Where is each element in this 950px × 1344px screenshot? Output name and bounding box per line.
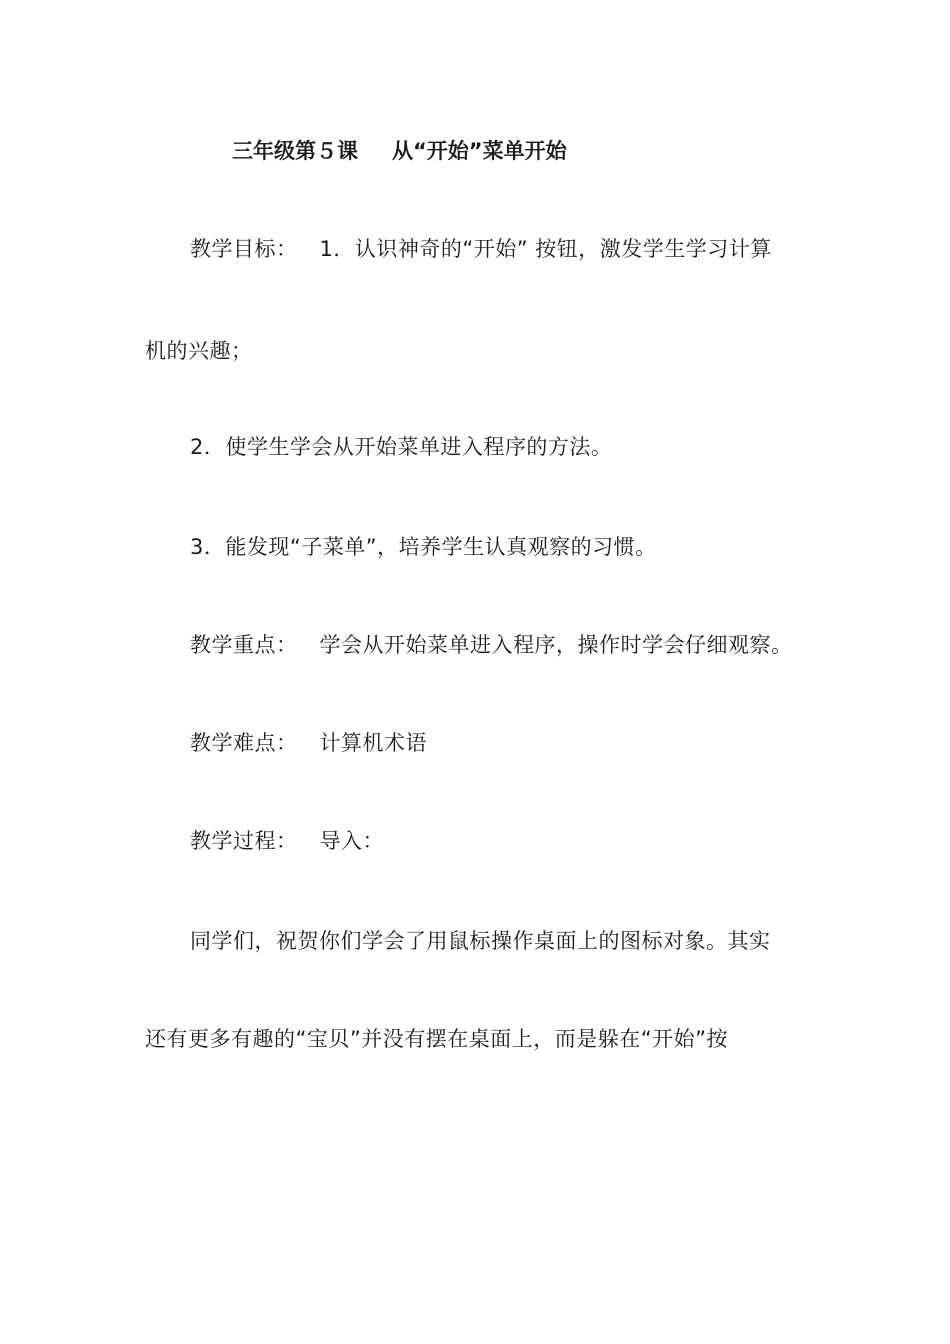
objectives-label: 教学目标： [190,237,298,261]
difficulty-text: 计算机术语 [319,731,427,755]
intro-line-2: 还有更多有趣的“宝贝”并没有摆在桌面上，而是躲在“开始”按 [145,1027,729,1051]
lesson-title-name: 从“开始”菜单开始 [392,139,567,163]
objectives-paragraph [190,234,772,264]
difficulty-paragraph [190,728,427,758]
lesson-title-number: 三年级第５课 [232,139,358,163]
process-text: 导入： [319,829,384,853]
objectives-line-1: 1．认识神奇的“开始” 按钮，激发学生学习计算 [319,237,772,261]
objective-3: 3．能发现“子菜单”，培养学生认真观察的习惯。 [190,535,657,559]
difficulty-label: 教学难点： [190,731,298,755]
objectives-line-2: 机的兴趣； [145,339,253,363]
process-label: 教学过程： [190,829,298,853]
key-points-label: 教学重点： [190,633,298,657]
key-points-paragraph [190,630,793,660]
intro-line-1: 同学们，祝贺你们学会了用鼠标操作桌面上的图标对象。其实 [190,929,771,953]
key-points-text: 学会从开始菜单进入程序，操作时学会仔细观察。 [319,633,793,657]
objective-2: 2．使学生学会从开始菜单进入程序的方法。 [190,435,613,459]
lesson-title [232,136,567,166]
process-paragraph [190,826,384,856]
